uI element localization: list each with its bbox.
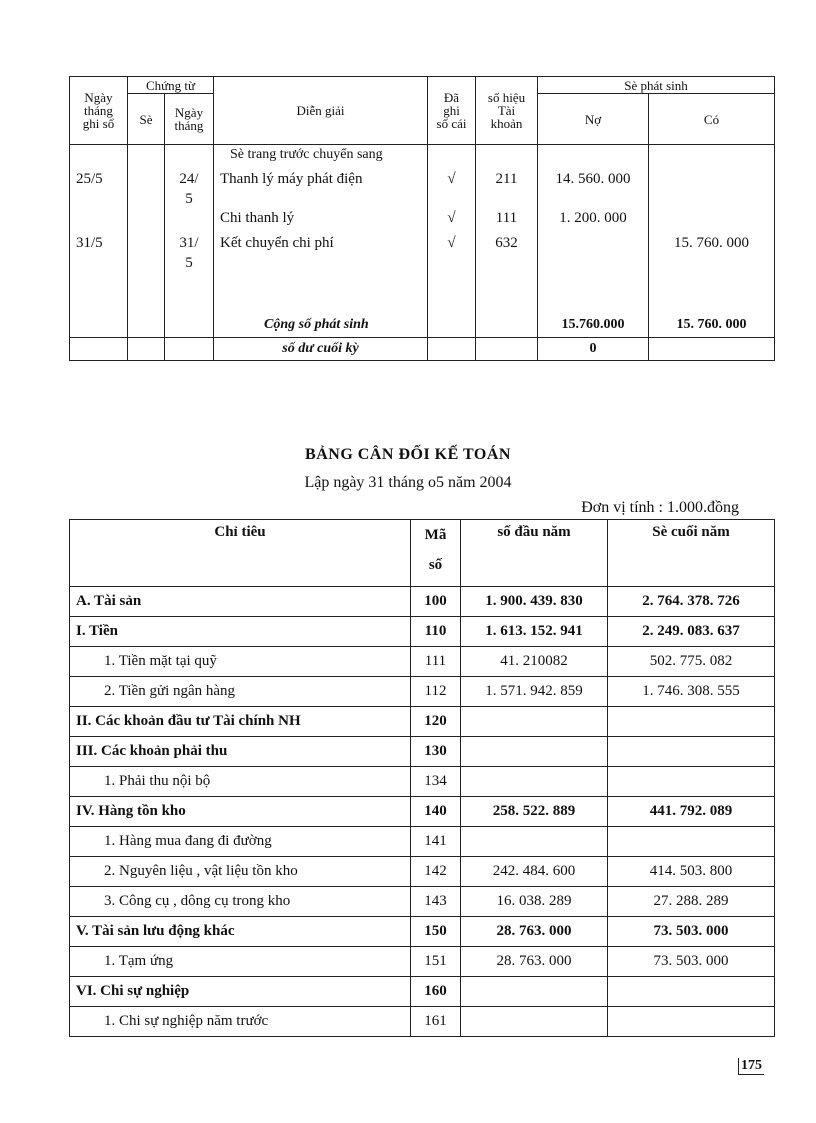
bs-row: VI. Chi sự nghiệp 160 [70, 977, 775, 1007]
bs-header-code: Mã số [411, 520, 461, 587]
ledger-total-label: Cộng số phát sinh [264, 317, 369, 332]
ledger-closing-value: 0 [538, 338, 649, 361]
ledger-posted-3: 31/5 [76, 235, 103, 251]
header-voucher: Chứng từ [128, 77, 214, 94]
ledger-acct-2: 111 [495, 210, 518, 226]
header-posted-to-ledger: Đã ghi số cái [428, 77, 476, 145]
ledger-acct-1: 211 [495, 171, 518, 187]
balance-sheet-unit: Đơn vị tính : 1.000.đồng [581, 499, 739, 516]
bs-row: III. Các khoản phải thu 130 [70, 737, 775, 767]
col-date-posted [70, 145, 127, 337]
bs-row: IV. Hàng tồn kho 140 258. 522. 889 441. 792. 089 [70, 797, 775, 827]
bs-row: II. Các khoản đầu tư Tài chính NH 120 [70, 707, 775, 737]
ledger-table [69, 76, 775, 361]
col-description [214, 145, 427, 337]
bs-row: 1. Hàng mua đang đi đường 141 [70, 827, 775, 857]
bs-row: 1. Tạm ứng 151 28. 763. 000 73. 503. 000 [70, 947, 775, 977]
bs-row: I. Tiền 110 1. 613. 152. 941 2. 249. 083. 637 [70, 617, 775, 647]
ledger-desc-2: Chi thanh lý [220, 210, 295, 226]
ledger-vdate-1a: 24/ [179, 171, 199, 187]
bs-row: 3. Công cụ , dông cụ trong kho 143 16. 038. 289 27. 288. 289 [70, 887, 775, 917]
bs-header-end: Sè cuối năm [608, 520, 775, 587]
ledger-total-debit: 15.760.000 [561, 317, 625, 332]
ledger-mark-2: √ [447, 210, 456, 226]
ledger-debit-2: 1. 200. 000 [559, 210, 627, 226]
page-number: 175 [738, 1058, 764, 1075]
header-date-posted: Ngày tháng ghi sổ [70, 77, 128, 145]
ledger-vdate-3a: 31/ [179, 235, 199, 251]
header-voucher-no: Sè [128, 94, 165, 145]
bs-row: 1. Tiền mặt tại quỹ 111 41. 210082 502. 775. 082 [70, 647, 775, 677]
ledger-acct-3: 632 [495, 235, 518, 251]
header-account-no: số hiệu Tài khoản [476, 77, 538, 145]
bs-header-begin: số đầu năm [461, 520, 608, 587]
bs-row: 1. Chi sự nghiệp năm trước 161 [70, 1007, 775, 1037]
ledger-closing-label: số dư cuối kỳ [214, 338, 428, 361]
col-voucher-no [128, 145, 164, 337]
bs-row: A. Tài sản 100 1. 900. 439. 830 2. 764. 378. 726 [70, 587, 775, 617]
bs-row: 2. Nguyên liệu , vật liệu tồn kho 142 242. 484. 600 414. 503. 800 [70, 857, 775, 887]
ledger-debit-1: 14. 560. 000 [555, 171, 631, 187]
header-credit: Có [649, 94, 775, 145]
balance-sheet-table [69, 519, 775, 1037]
header-arising: Sè phát sinh [538, 77, 775, 94]
ledger-mark-1: √ [447, 171, 456, 187]
col-posted-mark [428, 145, 475, 337]
ledger-desc-3: Kết chuyển chi phí [220, 235, 334, 251]
ledger-vdate-3b: 5 [185, 255, 193, 271]
ledger-vdate-1b: 5 [185, 191, 193, 207]
balance-sheet-title: BẢNG CÂN ĐỐI KẾ TOÁN [305, 446, 511, 463]
bs-header-item: Chỉ tiêu [70, 520, 411, 587]
col-voucher-date [165, 145, 213, 337]
bs-row: V. Tài sản lưu động khác 150 28. 763. 000 73. 503. 000 [70, 917, 775, 947]
ledger-posted-1: 25/5 [76, 171, 103, 187]
ledger-desc-0: Sè trang trước chuyển sang [230, 147, 383, 162]
col-credit [649, 145, 774, 337]
balance-sheet-date: Lập ngày 31 tháng o5 năm 2004 [304, 474, 512, 491]
bs-row: 1. Phải thu nội bộ 134 [70, 767, 775, 797]
col-account [476, 145, 537, 337]
col-debit [538, 145, 648, 337]
ledger-credit-3: 15. 760. 000 [674, 235, 749, 251]
bs-row: 2. Tiền gửi ngân hàng 112 1. 571. 942. 859 1. 746. 308. 555 [70, 677, 775, 707]
ledger-mark-3: √ [447, 235, 456, 251]
header-debit: Nợ [538, 94, 649, 145]
header-voucher-date: Ngày tháng [165, 94, 214, 145]
header-description: Diễn giải [214, 77, 428, 145]
ledger-total-credit: 15. 760. 000 [676, 317, 747, 332]
ledger-desc-1: Thanh lý máy phát điện [220, 171, 363, 187]
